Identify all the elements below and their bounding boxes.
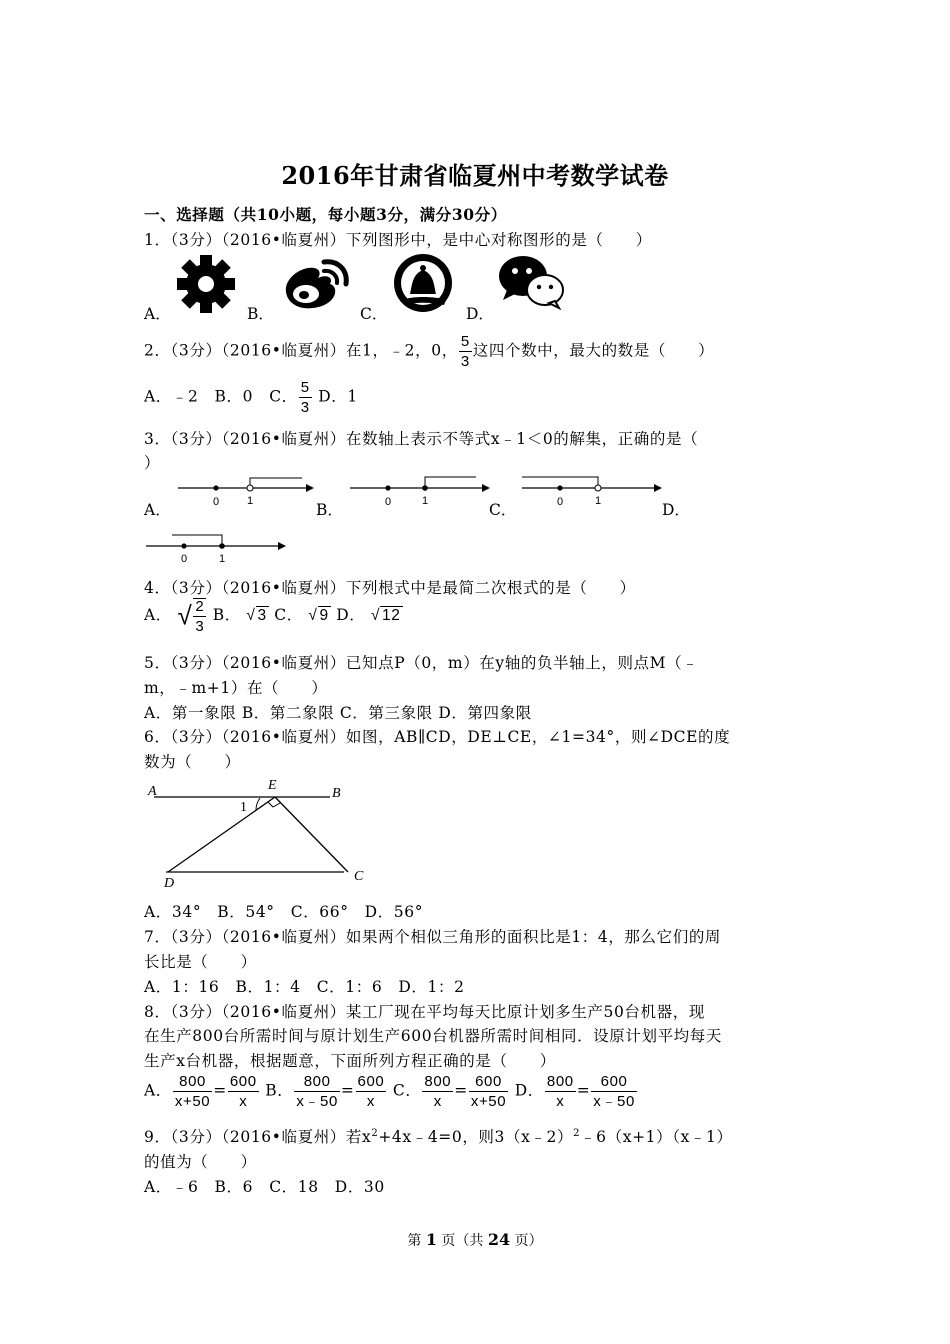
q1-label-a: A． <box>144 305 171 323</box>
q2-option-fraction: $\frac{5}{3}$ <box>300 379 310 416</box>
option-d-radical: √ 12 <box>370 607 401 625</box>
q3-label-b: B． <box>316 501 343 519</box>
q2-stem: 2．（3分）（2016•临夏州）在1，﹣2，0， $\frac{5}{3}$ 这四个数中，最大的数是（ ） <box>144 333 715 370</box>
page-total: 24 <box>487 1230 511 1249</box>
q8-stem-line1: 8．（3分）（2016•临夏州）某工厂现在平均每天比原计划多生产50台机器，现 <box>144 1003 705 1021</box>
q1-label-d: D． <box>466 305 494 323</box>
q6-stem-line1: 6．（3分）（2016•临夏州）如图，AB∥CD，DE⊥CE，∠1=34°，则∠DCE的度 <box>144 728 731 746</box>
q8-options: A． $\frac{800}{x+50}$ = $\frac{600}{x}$ B． $\frac{800}{x﹣50}$ = $\frac{600}{x}$ C． $\frac{800}{x}$ = $\frac{600}{x+50}$ D． $\frac{800}{x}$ = $\frac{600}{x﹣50}$ <box>144 1073 635 1110</box>
page-title: 2016年甘肃省临夏州中考数学试卷 <box>281 161 669 190</box>
q9-stem-line1: 9．（3分）（2016•临夏州）若$x^2+4x﹣4=0$，则3（x﹣2）$^2$﹣6（x+1）（x﹣1） <box>144 1127 733 1146</box>
number-line-d <box>144 530 289 566</box>
option-d-right-fraction: $\frac{600}{x﹣50}$ <box>593 1073 635 1110</box>
q3-stem-line1: 3．（3分）（2016•临夏州）在数轴上表示不等式x﹣1＜0的解集，正确的是（ <box>144 430 699 448</box>
number-line-c <box>520 474 665 510</box>
tick-label-1: 1 <box>219 553 226 565</box>
gear-icon <box>176 254 236 314</box>
q6-stem-line2: 数为（ ） <box>144 753 241 771</box>
q7-stem-line1: 7．（3分）（2016•临夏州）如果两个相似三角形的面积比是1：4，那么它们的周 <box>144 928 722 946</box>
option-c-radical: √ 9 <box>308 607 329 625</box>
tick-label-0: 0 <box>557 496 564 508</box>
label-b: B <box>332 786 341 801</box>
q6-geometry-figure <box>144 774 374 890</box>
q5-options: A．第一象限 B．第二象限 C．第三象限 D．第四象限 <box>144 704 532 722</box>
label-e: E <box>268 778 277 793</box>
q3-stem-line2: ） <box>144 454 161 472</box>
weibo-icon <box>280 256 352 312</box>
q7-options: A．1：16 B．1：4 C．1：6 D．1：2 <box>144 978 465 996</box>
number-line-a <box>176 474 316 510</box>
option-b-radical: √ 3 <box>246 607 267 625</box>
label-a: A <box>148 784 157 799</box>
tick-label-0: 0 <box>181 553 188 565</box>
label-d: D <box>164 876 175 891</box>
option-c-right-fraction: $\frac{600}{x+50}$ <box>470 1073 507 1110</box>
q4-stem: 4．（3分）（2016•临夏州）下列根式中是最简二次根式的是（ ） <box>144 579 636 597</box>
q4-options: A． √ $\frac{2}{3}$ B． √ 3 C． √ 9 D． √ 12 <box>144 598 401 635</box>
q9-options: A．﹣6 B．6 C．18 D．30 <box>144 1178 385 1196</box>
q3-label-c: C． <box>489 501 517 519</box>
label-angle-1: 1 <box>240 800 247 815</box>
page-footer: 第 1 页（共 24 页） <box>407 1230 543 1249</box>
page-number: 1 <box>425 1230 437 1249</box>
tick-label-0: 0 <box>385 496 392 508</box>
number-line-b <box>348 474 493 510</box>
tick-label-0: 0 <box>213 496 220 508</box>
q6-options: A．34° B．54° C．66° D．56° <box>144 903 424 921</box>
option-a-radical: √ $\frac{2}{3}$ <box>177 598 205 635</box>
q5-stem-line2: m，﹣m+1）在（ ） <box>144 679 328 697</box>
label-c: C <box>354 869 364 884</box>
option-a-right-fraction: $\frac{600}{x}$ <box>229 1073 257 1110</box>
q1-stem: 1．（3分）（2016•临夏州）下列图形中，是中心对称图形的是（ ） <box>144 231 652 249</box>
q9-stem-line2: 的值为（ ） <box>144 1153 257 1171</box>
q8-stem-line2: 在生产800台所需时间与原计划生产600台机器所需时间相同．设原计划平均每天 <box>144 1027 722 1045</box>
q1-label-b: B． <box>247 305 274 323</box>
q8-stem-line3: 生产x台机器，根据题意，下面所列方程正确的是（ ） <box>144 1052 556 1070</box>
tick-label-1: 1 <box>247 495 254 507</box>
q3-label-d: D． <box>662 501 690 519</box>
q1-label-c: C． <box>360 305 388 323</box>
q3-label-a: A． <box>144 501 171 519</box>
tick-label-1: 1 <box>422 495 429 507</box>
option-d-left-fraction: $\frac{800}{x}$ <box>546 1073 574 1110</box>
option-b-right-fraction: $\frac{600}{x}$ <box>357 1073 385 1110</box>
wechat-icon <box>497 254 567 310</box>
q2-options: A．﹣2 B．0 C． $\frac{5}{3}$ D．1 <box>144 379 358 416</box>
q2-fraction: $\frac{5}{3}$ <box>460 333 470 370</box>
option-b-left-fraction: $\frac{800}{x﹣50}$ <box>296 1073 338 1110</box>
section-heading: 一、选择题（共10小题，每小题3分，满分30分） <box>144 205 507 224</box>
bell-logo-icon <box>392 252 454 314</box>
tick-label-1: 1 <box>595 495 602 507</box>
option-a-left-fraction: $\frac{800}{x+50}$ <box>174 1073 211 1110</box>
option-c-left-fraction: $\frac{800}{x}$ <box>424 1073 452 1110</box>
q7-stem-line2: 长比是（ ） <box>144 953 257 971</box>
q5-stem-line1: 5．（3分）（2016•临夏州）已知点P（0，m）在y轴的负半轴上，则点M（﹣ <box>144 654 699 672</box>
